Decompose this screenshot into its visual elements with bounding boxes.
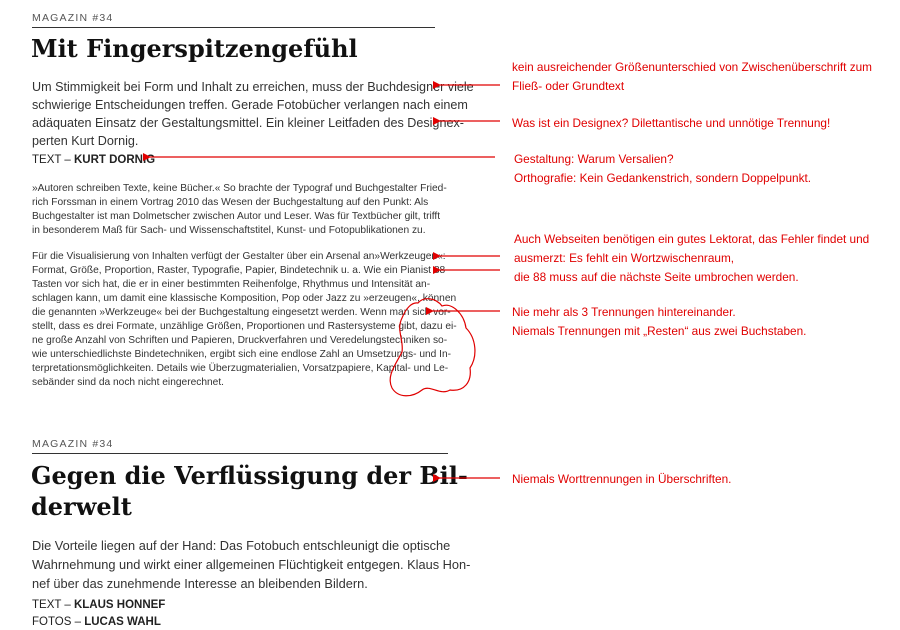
note-line: ausmerzt: Es fehlt ein Wortzwischenraum, — [514, 251, 735, 265]
hand-drawn-circle-icon — [390, 299, 475, 396]
magazine-label: MAGAZIN #34 — [32, 438, 114, 450]
body-line: Tasten vor sich hat, die er in einer bestimmten Reihenfolge, Rhythmus und Intensität an- — [32, 279, 431, 290]
body-line: »Autoren schreiben Texte, keine Bücher.« So brachte der Typograf und Buchgestalter Fried- — [32, 183, 447, 194]
magazine-label: MAGAZIN #34 — [32, 12, 114, 24]
body-line: die genannten »Werkzeuge« bei der Buchgestaltung eingesetzt werden. Wenn man sich vor- — [32, 307, 451, 318]
credit-name: KLAUS HONNEF — [73, 599, 166, 611]
lead-line: adäquaten Einsatz der Gestaltungsmittel. Ein kleiner Leitfaden des Designex- — [32, 116, 464, 130]
note-line: Niemals Trennungen mit „Resten“ aus zwei Buchstaben. — [512, 324, 807, 338]
lead-line: schwierige Entscheidungen treffen. Gerade Fotobücher verlangen nach einem — [32, 98, 468, 112]
note-line: Was ist ein Designex? Dilettantische und unnötige Trennung! — [512, 116, 831, 130]
credit-name: LUCAS WAHL — [84, 616, 161, 628]
lead-line: Wahrnehmung und wirkt einer allgemeinen Flüchtigkeit entgegen. Klaus Hon- — [32, 557, 471, 572]
note-line: die 88 muss auf die nächste Seite umbrochen werden. — [514, 270, 799, 284]
body-line: sebänder sind da noch nicht eingerechnet. — [32, 377, 225, 388]
body-line: rich Forssman in einem Vortrag 2010 das Wesen der Buchgestaltung auf den Punkt: Als — [32, 197, 429, 208]
note-line: Orthografie: Kein Gedankenstrich, sondern Doppelpunkt. — [514, 171, 812, 185]
credit-label: FOTOS – — [32, 616, 85, 628]
credit-label: TEXT – — [32, 599, 74, 611]
body-line: Für die Visualisierung von Inhalten verfügt der Gestalter über ein Arsenal an»Werkzeugen«: — [32, 251, 446, 262]
body-line: stellt, dass es drei Formate, unzählige Größen, Proportionen und Rastersysteme gibt, dazu ei- — [32, 321, 457, 332]
body-line: Buchgestalter ist man Dolmetscher zwischen Autor und Leser. Was für Textbücher gilt, trifft — [32, 211, 441, 222]
body-line: terpretationsmöglichkeiten. Details wie Überzugmaterialien, Vorsatzpapiere, Kapital- und Le- — [32, 363, 449, 374]
body-line: wie unterschiedlichste Bindetechniken, ergibt sich eine endlose Zahl an Umsetzungs- und In- — [32, 349, 452, 360]
note-line: kein ausreichender Größenunterschied von Zwischenüberschrift zum — [512, 60, 872, 74]
note-line: Fließ- oder Grundtext — [512, 79, 625, 93]
note-line: Auch Webseiten benötigen ein gutes Lektorat, das Fehler findet und — [514, 232, 870, 246]
body-line: in besonderem Maß für Sach- und Wissenschaftstitel, Kunst- und Fotopublikationen zu. — [32, 225, 426, 236]
lead-line: Um Stimmigkeit bei Form und Inhalt zu erreichen, muss der Buchdesigner viele — [32, 80, 474, 94]
body-line: Format, Größe, Proportion, Raster, Typografie, Papier, Bindetechnik u. a. Wie ein Pianist 88 — [32, 265, 446, 276]
note-line: Niemals Worttrennungen in Überschriften. — [512, 472, 732, 486]
note-line: Nie mehr als 3 Trennungen hintereinander. — [512, 305, 736, 319]
credit-label: TEXT – — [32, 154, 74, 166]
note-line: Gestaltung: Warum Versalien? — [514, 152, 674, 166]
lead-line: perten Kurt Dornig. — [32, 134, 139, 148]
article-headline: Mit Fingerspitzengefühl — [31, 34, 358, 63]
body-line: ne große Anzahl von Schriften und Papieren, Druckverfahren und Veredelungstechniken so- — [32, 335, 448, 346]
headline-line: derwelt — [31, 492, 132, 521]
body-line: schlagen kann, um damit eine klassische Komposition, Pop oder Jazz zu »erzeugen«, können — [32, 293, 457, 304]
credit-name: KURT DORNIG — [73, 154, 156, 166]
lead-line: Die Vorteile liegen auf der Hand: Das Fotobuch entschleunigt die optische — [32, 538, 451, 553]
lead-line: nef über das zunehmende Interesse an bleibenden Bildern. — [32, 576, 368, 591]
headline-line: Gegen die Verflüssigung der Bil- — [31, 461, 468, 490]
